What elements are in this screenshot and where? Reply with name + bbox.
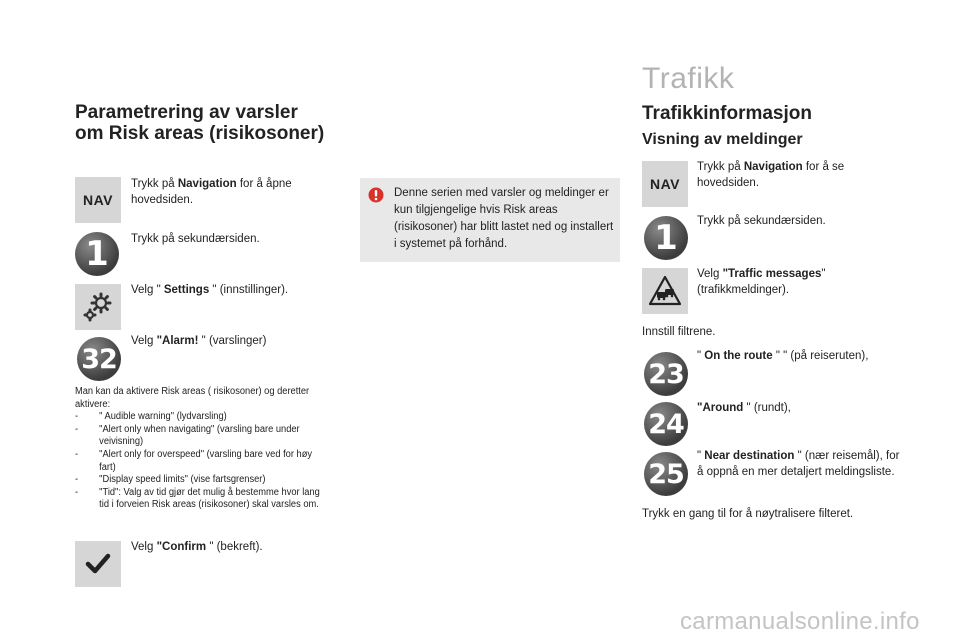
step-secondary-page: Trykk på sekundærsiden. — [131, 233, 260, 245]
nav-label: NAV — [82, 192, 114, 208]
step-traffic-messages: Velg "Traffic messages" (trafikkmeldinger). — [697, 268, 826, 296]
step-navigation: Trykk på Navigation for å åpne hovedsiden. — [131, 178, 292, 206]
closing-note: Trykk en gang til for å nøytralisere filteret. — [642, 508, 854, 520]
subheading-messages: Visning av meldinger — [642, 131, 803, 148]
warning-text: Denne serien med varsler og meldinger er kun tilgjengelige hvis Risk areas (risikosoner) har blitt lastet ned og installert i systemet på forhånd. — [394, 187, 614, 250]
step-settings: Velg " Settings " (innstillinger). — [131, 284, 289, 296]
watermark: carmanualsonline.info — [680, 608, 920, 635]
nav-button-icon — [75, 177, 121, 223]
heading-line-1: Parametrering av varsler — [75, 102, 298, 123]
note-item: - " Audible warning" (lydvarsling) — [75, 411, 227, 423]
nav-button-icon — [642, 161, 688, 207]
section-heading-risk-areas — [75, 102, 324, 144]
nav-label: NAV — [649, 176, 681, 192]
badge-25: 25 — [644, 452, 688, 496]
chapter-title: Trafikk — [642, 62, 735, 95]
heading-line-2: om Risk areas (risikosoner) — [75, 123, 325, 144]
note-item: - "Tid": Valg av tid gjør det mulig å bestemme hvor lang tid i forveien Risk areas (risikosoner) skal varsles om. — [75, 486, 320, 511]
note-item: - "Display speed limits" (vise fartsgrenser) — [75, 474, 266, 486]
filter-intro: Innstill filtrene. — [642, 326, 716, 338]
note-item: - "Alert only for overspeed" (varsling bare ved for høy fart) — [75, 448, 313, 473]
warning-box — [360, 178, 620, 262]
filter-on-the-route: " On the route " " (på reiseruten), — [697, 350, 869, 362]
notes-intro: Man kan da aktivere Risk areas ( risikosoner) og deretter aktivere: — [75, 386, 310, 410]
badge-1: 1 — [75, 232, 119, 276]
badge-32: 32 — [77, 337, 121, 381]
gear-icon — [75, 284, 121, 330]
note-item: - "Alert only when navigating" (varsling bare under veivisning) — [75, 423, 300, 448]
alarm-options-notes — [75, 386, 328, 512]
checkmark-icon — [75, 541, 121, 587]
step-alarm: Velg "Alarm! " (varslinger) — [131, 335, 267, 347]
warning-icon — [368, 187, 384, 203]
badge-23: 23 — [644, 352, 688, 396]
badge-24: 24 — [644, 402, 688, 446]
filter-near-destination: " Near destination " (nær reisemål), for å oppnå en mer detaljert meldingsliste. — [697, 450, 900, 478]
badge-1: 1 — [644, 216, 688, 260]
traffic-warning-icon — [642, 268, 688, 314]
step-navigation: Trykk på Navigation for å se hovedsiden. — [697, 161, 845, 189]
filter-around: "Around " (rundt), — [697, 402, 791, 414]
section-heading-traffic-info: Trafikkinformasjon — [642, 103, 812, 124]
step-secondary-page: Trykk på sekundærsiden. — [697, 215, 826, 227]
step-confirm: Velg "Confirm " (bekreft). — [131, 541, 263, 553]
